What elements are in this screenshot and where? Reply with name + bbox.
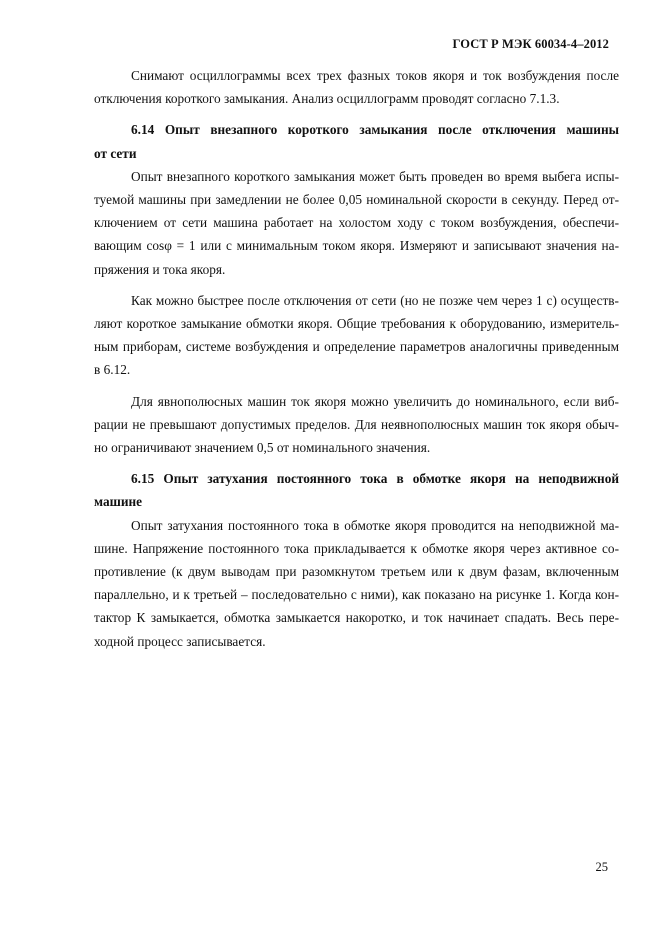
text-line: отключения короткого замыкания. Анализ осциллограмм проводят согласно 7.1.3. [94,91,560,107]
text-line: но ограничивают значением 0,5 от номинального значения. [94,440,431,456]
section-heading-6-15 [94,467,619,513]
text-line: вающим cosφ = 1 или с минимальным током якоря. Измеряют и записывают значения на- [94,238,619,254]
text-line: в 6.12. [94,362,131,378]
section-heading-6-14 [94,118,619,164]
heading-line: 6.14 Опыт внезапного короткого замыкания после отключения машины [131,122,619,138]
text-line: туемой машины при замедлении не более 0,05 номинальной скорости в секунду. Перед от- [94,192,619,208]
text-line: рации не превышают допустимых пределов. Для неявнополюсных машин ток якоря обыч- [94,416,619,432]
text-line: пряжения и тока якоря. [94,261,226,277]
text-line: ходной процесс записывается. [94,633,266,649]
standard-header: ГОСТ Р МЭК 60034-4–2012 [452,37,609,51]
heading-line: машине [94,494,143,510]
heading-line: от сети [94,145,137,161]
body-text [94,64,619,653]
paragraph-2 [94,165,619,281]
text-line: ляют короткое замыкание обмотки якоря. Общие требования к оборудованию, измеритель- [94,316,619,332]
text-line: противление (к двум выводам при разомкнутом третьем или к двум фазам, включенным [94,564,619,580]
text-line: ным приборам, системе возбуждения и определение параметров аналогичны приведенным [94,339,619,355]
heading-line: 6.15 Опыт затухания постоянного тока в обмотке якоря на неподвижной [131,471,619,487]
text-line: Опыт внезапного короткого замыкания может быть проведен во время выбега испы- [131,168,619,184]
text-line: Опыт затухания постоянного тока в обмотке якоря проводится на неподвижной ма- [131,517,619,533]
text-line: параллельно, и к третьей – последовательно с ними), как показано на рисунке 1. Когда кон- [94,587,619,603]
paragraph-3 [94,289,619,382]
text-line: Снимают осциллограммы всех трех фазных токов якоря и ток возбуждения после [131,68,619,83]
paragraph-1 [94,64,619,110]
text-line: Как можно быстрее после отключения от сети (но не позже чем через 1 с) осуществ- [131,292,619,308]
paragraph-5 [94,514,619,653]
text-line: Для явнополюсных машин ток якоря можно увеличить до номинального, если виб- [131,393,619,409]
text-line: ключением от сети машина работает на холостом ходу с током возбуждения, обеспечи- [94,215,619,231]
page-number: 25 [595,860,608,874]
text-line: шине. Напряжение постоянного тока прикладывается к обмотке якоря через активное со- [94,540,619,556]
paragraph-4 [94,390,619,460]
text-line: тактор К замыкается, обмотка замыкается накоротко, и ток начинает спадать. Весь пере- [94,610,619,626]
